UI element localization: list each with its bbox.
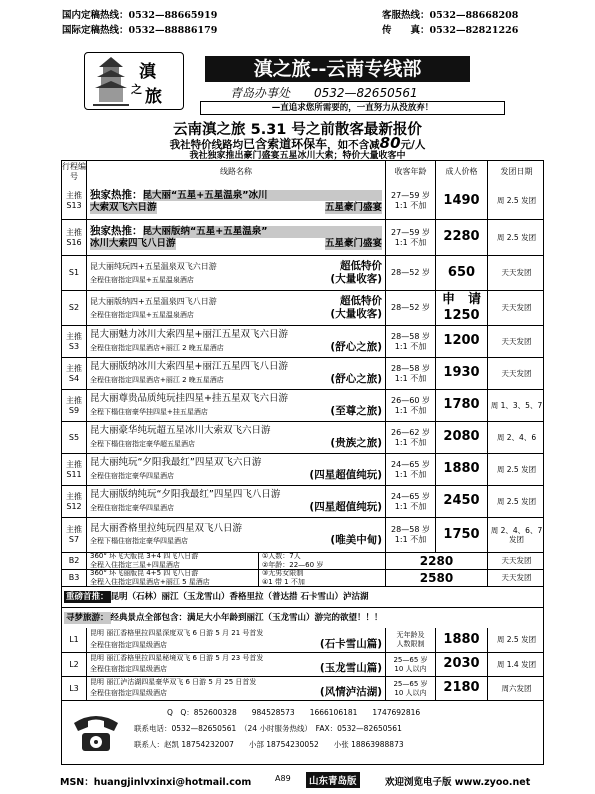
price-table xyxy=(61,160,544,765)
telephone-icon xyxy=(70,709,122,755)
note-headline: 重磅首推： 昆明（石林）丽江（玉龙雪山）香格里拉（普达措 石卡雪山）泸沽湖 xyxy=(62,586,543,607)
row-code: 主推S7 xyxy=(66,525,82,544)
header-age: 收客年龄 xyxy=(385,161,435,183)
row-date: 天天发团 xyxy=(487,553,543,569)
row-code: 主推S16 xyxy=(66,227,82,247)
row-code: 主推S9 xyxy=(66,395,82,415)
table-row xyxy=(62,389,543,421)
row-age: ①人数：7人 ②年龄：22—60 岁 xyxy=(258,553,385,569)
logo xyxy=(84,52,184,110)
row-date: 周 2.5 发团 xyxy=(487,183,543,219)
row-date: 周 1、3、5、7 xyxy=(487,390,543,421)
row-price: 650 xyxy=(435,256,487,290)
row-date: 周 2.5 发团 xyxy=(487,486,543,517)
page-title: 云南滇之旅 5.31 号之前散客最新报价 xyxy=(173,122,422,138)
row-price: 2280 xyxy=(385,553,487,569)
row-code: B3 xyxy=(68,573,80,582)
hotline-fax: 传 真：0532—82821226 xyxy=(382,25,519,36)
brand-name: 滇之旅--云南专线部 xyxy=(205,56,470,82)
row-age: 28—58 岁 1:1 不加 xyxy=(385,326,435,357)
footer xyxy=(60,772,540,788)
row-route: 昆大丽版纳四+五星温泉四飞八日游 超低特价 全程住宿指定四星+五星温泉酒店 (大量收客) xyxy=(86,291,385,325)
row-age: 27—59 岁 1:1 不加 xyxy=(385,183,435,219)
row-route: 昆大丽豪华纯玩超五星冰川大索双飞六日游 全程下榻住宿指定豪华超五星酒店 (贵族之旅) xyxy=(86,422,385,453)
row-code: 主推S4 xyxy=(66,363,82,383)
footer-paper: 山东青岛版 xyxy=(306,772,360,788)
row-age: 26—62 岁 1:1 不加 xyxy=(385,422,435,453)
row-route: 360° 环飞大版昆 3+4 四飞八日游 全程入住指定三星+四星酒店 xyxy=(86,553,258,569)
row-route: 昆明 丽江泸沽湖四星豪华双飞 6 日游 5 月 25 日首发 全程住宿指定四星级酒店 (风情泸沽湖) xyxy=(86,677,385,700)
row-code: L2 xyxy=(69,659,79,669)
row-age: 28—52 岁 xyxy=(385,256,435,290)
row-age: 28—58 岁 1:1 不加 xyxy=(385,518,435,552)
row-date: 周 2.5 发团 xyxy=(487,454,543,485)
row-price: 2450 xyxy=(435,486,487,517)
footer-site[interactable]: 欢迎浏览电子版 www.zyoo.net xyxy=(385,777,531,788)
hotline-service: 客服热线：0532—88668208 xyxy=(382,10,519,21)
table-row xyxy=(62,569,543,586)
row-route: 独家热推： 昆大丽版纳“五星+五星温泉” 冰川大索四飞八日游 五星豪门盛宴 xyxy=(86,220,385,255)
row-code: S5 xyxy=(68,432,80,442)
contact-qq: Q Q：852600328 984528573 1666106181 1747692816 xyxy=(167,708,421,717)
row-date: 周 2、4、6 xyxy=(487,422,543,453)
row-age: 24—65 岁 1:1 不加 xyxy=(385,486,435,517)
row-code: 主推S12 xyxy=(66,491,82,511)
row-code: S2 xyxy=(68,303,80,312)
row-date: 周 2.5 发团 xyxy=(487,628,543,652)
table-row xyxy=(62,325,543,357)
slogan: —直追求您所需要的，一直努力从没放弃！ xyxy=(200,101,505,115)
row-price: 2580 xyxy=(385,570,487,586)
footer-msn[interactable]: MSN：huangjinlvxinxi@hotmail.com xyxy=(60,777,252,788)
table-row xyxy=(62,255,543,290)
table-row xyxy=(62,552,543,569)
row-route: 独家热推： 昆大丽“五星+五星温泉”冰川 大索双飞六日游 五星豪门盛宴 xyxy=(86,183,385,219)
row-date: 天天发团 xyxy=(487,358,543,389)
row-code: 主推S13 xyxy=(66,191,82,210)
row-age: 24—65 岁 1:1 不加 xyxy=(385,454,435,485)
header-code: 行程编号 xyxy=(62,162,86,181)
row-code: L3 xyxy=(69,683,79,693)
row-code: 主推S3 xyxy=(66,331,82,351)
row-age: 25—65 岁 10 人以内 xyxy=(385,677,435,700)
row-price: 1200 xyxy=(435,326,487,357)
row-age: 28—52 岁 xyxy=(385,291,435,325)
row-route: 昆大丽版纳纯玩“夕阳我最红”四星四飞八日游 全程住宿指定豪华四星酒店 (四星超值纯玩) xyxy=(86,486,385,517)
logo-char-1: 滇 xyxy=(139,62,156,82)
row-price: 2180 xyxy=(435,677,487,700)
table-row xyxy=(62,628,543,652)
table-row xyxy=(62,357,543,389)
logo-char-3: 旅 xyxy=(145,87,162,107)
row-price: 1490 xyxy=(435,183,487,219)
row-date: 周 2、4、6、7 发团 xyxy=(487,518,543,552)
row-age: 25—65 岁 10 人以内 xyxy=(385,653,435,676)
row-route: 昆明 丽江香格里拉四星秘境双飞 6 日游 5 月 23 号首发 全程住宿指定四星级酒店 (玉龙雪山篇) xyxy=(86,653,385,676)
row-price: 2080 xyxy=(435,422,487,453)
subtitle: 我社特价线路均已含索道环保车，如不含减80元/人 xyxy=(169,134,426,152)
note-dream: 寻梦旅游： 经典景点全部包含：满足大小年龄到丽江（玉龙雪山）游完的欲望！！！ xyxy=(62,607,543,628)
row-code: S1 xyxy=(68,268,80,277)
table-row xyxy=(62,183,543,219)
row-route: 昆大丽魅力冰川大索四星+丽江五星双飞六日游 全程住宿指定四星酒店+丽江 2 晚五星酒店 (舒心之旅) xyxy=(86,326,385,357)
row-date: 周六发团 xyxy=(487,677,543,700)
table-row xyxy=(62,219,543,255)
row-code: B2 xyxy=(68,556,80,565)
row-route: 昆大丽版纳冰川大索四星+丽江五星四飞八日游 全程住宿指定四星酒店+丽江 2 晚五星酒店 (舒心之旅) xyxy=(86,358,385,389)
table-row xyxy=(62,517,543,552)
row-price: 1750 xyxy=(435,518,487,552)
row-date: 天天发团 xyxy=(487,326,543,357)
hotline-domestic: 国内定稿热线：0532—88665919 xyxy=(62,10,218,21)
subtitle-2: 我社独家推出豪门盛宴五星冰川大索；特价大量收客中 xyxy=(189,151,406,161)
row-route: 昆大丽纯玩四+五星温泉双飞六日游 超低特价 全程住宿指定四星+五星温泉酒店 (大量收客) xyxy=(86,256,385,290)
row-code: L1 xyxy=(69,635,79,644)
row-route: 昆大丽香格里拉纯玩四星双飞八日游 全程下榻住宿指定豪华四星酒店 (唯美中甸) xyxy=(86,518,385,552)
row-route: 昆大丽尊贵品质纯玩挂四星+挂五星双飞六日游 全程下榻住宿豪华挂四星+挂五星酒店 (至尊之旅) xyxy=(86,390,385,421)
row-route: 昆明 丽江香格里拉四星深度双飞 6 日游 5 月 21 号首发 全程住宿指定四星级酒店 (石卡雪山篇) xyxy=(86,628,385,652)
row-price: 1880 xyxy=(435,628,487,652)
table-row xyxy=(62,290,543,325)
contact-phone: 联系电话：0532—82650561 （24 小时服务热线） FAX：0532—82650561 xyxy=(134,724,402,733)
row-date: 天天发团 xyxy=(487,256,543,290)
row-age: 26—60 岁 1:1 不加 xyxy=(385,390,435,421)
row-price: 1780 xyxy=(435,390,487,421)
table-row xyxy=(62,485,543,517)
row-price: 2280 xyxy=(435,220,487,255)
row-date: 天天发团 xyxy=(487,570,543,586)
row-age: 无年龄及 人数限制 xyxy=(385,628,435,652)
footer-page: A89 xyxy=(275,774,291,783)
row-date: 周 2.5 发团 xyxy=(487,220,543,255)
row-date: 天天发团 xyxy=(487,291,543,325)
header-route: 线路名称 xyxy=(86,161,385,183)
table-row xyxy=(62,676,543,700)
row-age: 27—59 岁 1:1 不加 xyxy=(385,220,435,255)
contact-people: 联系人：赵凯 18754232007 小部 18754230052 小张 18863988873 xyxy=(134,740,404,749)
contact-block xyxy=(62,700,543,764)
row-date: 周 1.4 发团 xyxy=(487,653,543,676)
table-header xyxy=(62,161,543,183)
row-price: 申 请 1250 xyxy=(435,291,487,325)
row-price: 2030 xyxy=(435,653,487,676)
row-route: 360° 环飞丽版昆 4+5 四飞八日游 全程入住指定四星酒店+丽江 5 星酒店 xyxy=(86,570,258,586)
header-date: 发团日期 xyxy=(487,161,543,183)
table-row xyxy=(62,421,543,453)
table-row xyxy=(62,652,543,676)
office-phone: 青岛办事处 0532—82650561 xyxy=(230,86,418,100)
logo-char-2: 之 xyxy=(131,83,142,96)
header-price: 成人价格 xyxy=(435,161,487,183)
row-age: ③无男女限制 ④1 带 1 不加 xyxy=(258,570,385,586)
row-age: 28—58 岁 1:1 不加 xyxy=(385,358,435,389)
row-code: 主推S11 xyxy=(66,459,82,479)
row-price: 1880 xyxy=(435,454,487,485)
row-route: 昆大丽纯玩“夕阳我最红”四星双飞六日游 全程住宿指定豪华四星酒店 (四星超值纯玩) xyxy=(86,454,385,485)
hotline-international: 国际定稿热线：0532—88886179 xyxy=(62,25,218,36)
row-price: 1930 xyxy=(435,358,487,389)
table-row xyxy=(62,453,543,485)
